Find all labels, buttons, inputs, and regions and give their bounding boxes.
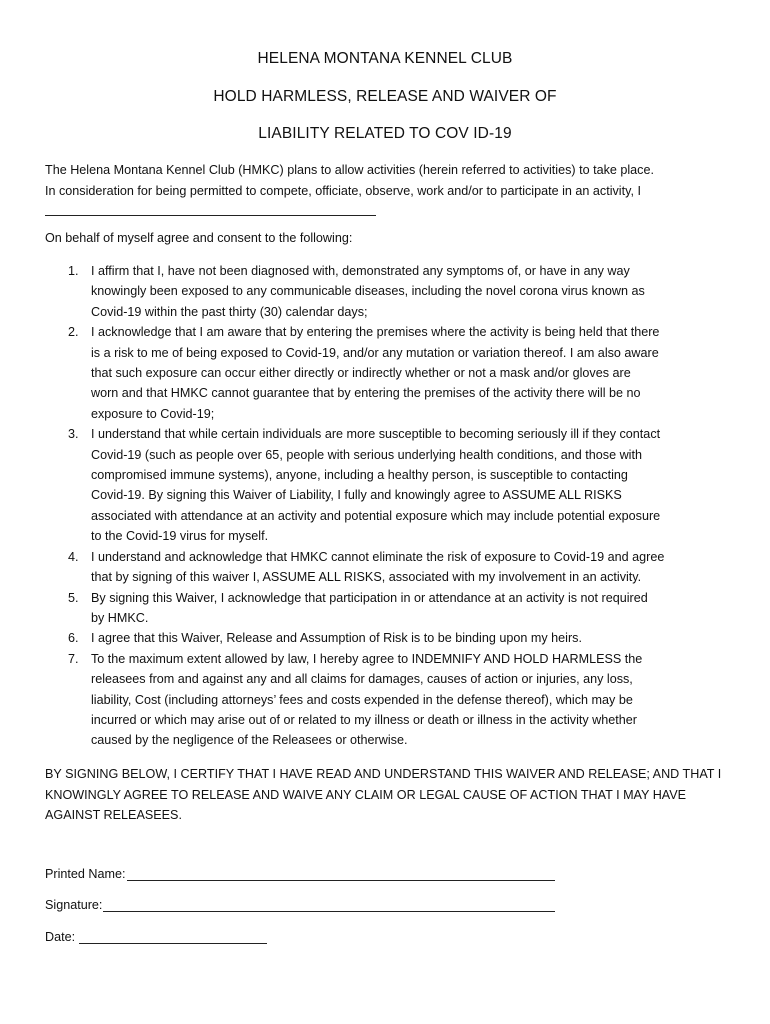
list-item — [45, 261, 735, 322]
list-line: associated with attendance at an activity and potential exposure which may include potential exposure — [91, 508, 661, 523]
date-label: Date: — [45, 930, 76, 944]
list-line: I affirm that I, have not been diagnosed with, demonstrated any symptoms of, or have in any way — [91, 264, 630, 278]
certification-line: KNOWINGLY AGREE TO RELEASE AND WAIVE ANY CLAIM OR LEGAL CAUSE OF ACTION THAT I MAY HAVE — [45, 787, 687, 802]
list-line: releasees from and against any and all claims for damages, causes of action or injuries, any loss, — [91, 672, 633, 687]
participant-name-blank[interactable] — [45, 215, 376, 216]
list-item — [45, 322, 735, 424]
list-line: To the maximum extent allowed by law, I hereby agree to INDEMNIFY AND HOLD HARMLESS the — [91, 651, 643, 666]
terms-list — [45, 261, 735, 751]
list-number: 7. — [68, 651, 79, 666]
list-line: knowingly been exposed to any communicable diseases, including the novel corona virus known as — [91, 284, 645, 299]
list-item — [45, 547, 735, 588]
waiver-title-line1: HOLD HARMLESS, RELEASE AND WAIVER OF — [213, 88, 557, 105]
list-item — [45, 628, 735, 648]
list-line: Covid-19. By signing this Waiver of Liability, I fully and knowingly agree to ASSUME ALL RISKS — [91, 488, 622, 503]
list-line: caused by the negligence of the Releasees or otherwise. — [91, 733, 408, 748]
list-line: is a risk to me of being exposed to Covid-19, and/or any mutation or variation thereof. I am also aware — [91, 345, 659, 360]
list-line: compromised immune systems), anyone, including a healthy person, is susceptible to contacting — [91, 468, 628, 483]
list-line: I understand that while certain individuals are more susceptible to becoming seriously ill if they contact — [91, 427, 661, 442]
list-number: 3. — [68, 427, 79, 442]
list-line: Covid-19 within the past thirty (30) calendar days; — [91, 304, 368, 319]
signature-label: Signature: — [45, 898, 103, 912]
list-line: by HMKC. — [91, 610, 149, 625]
list-line: I understand and acknowledge that HMKC cannot eliminate the risk of exposure to Covid-19 and agree — [91, 549, 665, 564]
list-line: incurred or which may arise out of or related to my illness or death or illness in the activity whether — [91, 712, 637, 727]
list-line: to the Covid-19 virus for myself. — [91, 529, 269, 544]
list-line: Covid-19 (such as people over 65, people with serious underlying health conditions, and those with — [91, 447, 642, 462]
club-name-heading: HELENA MONTANA KENNEL CLUB — [257, 50, 513, 67]
certification-line: AGAINST RELEASEES. — [45, 808, 182, 822]
intro-line: In consideration for being permitted to compete, officiate, observe, work and/or to participate in an activity, I — [45, 184, 641, 198]
date-input[interactable] — [79, 929, 267, 944]
list-line: that by signing of this waiver I, ASSUME ALL RISKS, associated with my involvement in an activity. — [91, 570, 642, 585]
list-number: 6. — [68, 631, 79, 646]
list-line: I agree that this Waiver, Release and Assumption of Risk is to be binding upon my heirs. — [91, 631, 582, 646]
list-number: 5. — [68, 590, 79, 605]
intro-paragraph — [45, 160, 735, 202]
consent-statement: On behalf of myself agree and consent to the following: — [45, 231, 353, 245]
list-number: 1. — [68, 264, 79, 278]
list-line: By signing this Waiver, I acknowledge that participation in or attendance at an activity is not required — [91, 590, 648, 605]
list-line: worn and that HMKC cannot guarantee that by entering the premises of the activity there will be no — [91, 386, 641, 401]
list-line: exposure to Covid-19; — [91, 406, 215, 421]
signature-input[interactable] — [103, 897, 555, 912]
list-line: I acknowledge that I am aware that by entering the premises where the activity is being held that there — [91, 325, 660, 340]
list-item — [45, 649, 735, 751]
certification-statement — [45, 764, 735, 826]
list-line: that such exposure can occur either directly or indirectly whether or not a mask and/or gloves are — [91, 366, 631, 381]
printed-name-label: Printed Name: — [45, 867, 126, 881]
intro-line: The Helena Montana Kennel Club (HMKC) plans to allow activities (herein referred to activities) to take place. — [45, 163, 654, 177]
list-line: liability, Cost (including attorneys’ fees and costs expended in the defense thereof), which may be — [91, 692, 633, 707]
list-item — [45, 424, 735, 546]
waiver-title-line2: LIABILITY RELATED TO COV ID-19 — [258, 125, 512, 142]
certification-line: BY SIGNING BELOW, I CERTIFY THAT I HAVE READ AND UNDERSTAND THIS WAIVER AND RELEASE; AND THAT I — [45, 767, 722, 781]
signature-field — [45, 897, 555, 912]
list-number: 2. — [68, 325, 79, 340]
list-number: 4. — [68, 549, 79, 564]
date-field — [45, 929, 267, 944]
list-item — [45, 588, 735, 629]
printed-name-field — [45, 866, 555, 881]
printed-name-input[interactable] — [127, 866, 555, 881]
